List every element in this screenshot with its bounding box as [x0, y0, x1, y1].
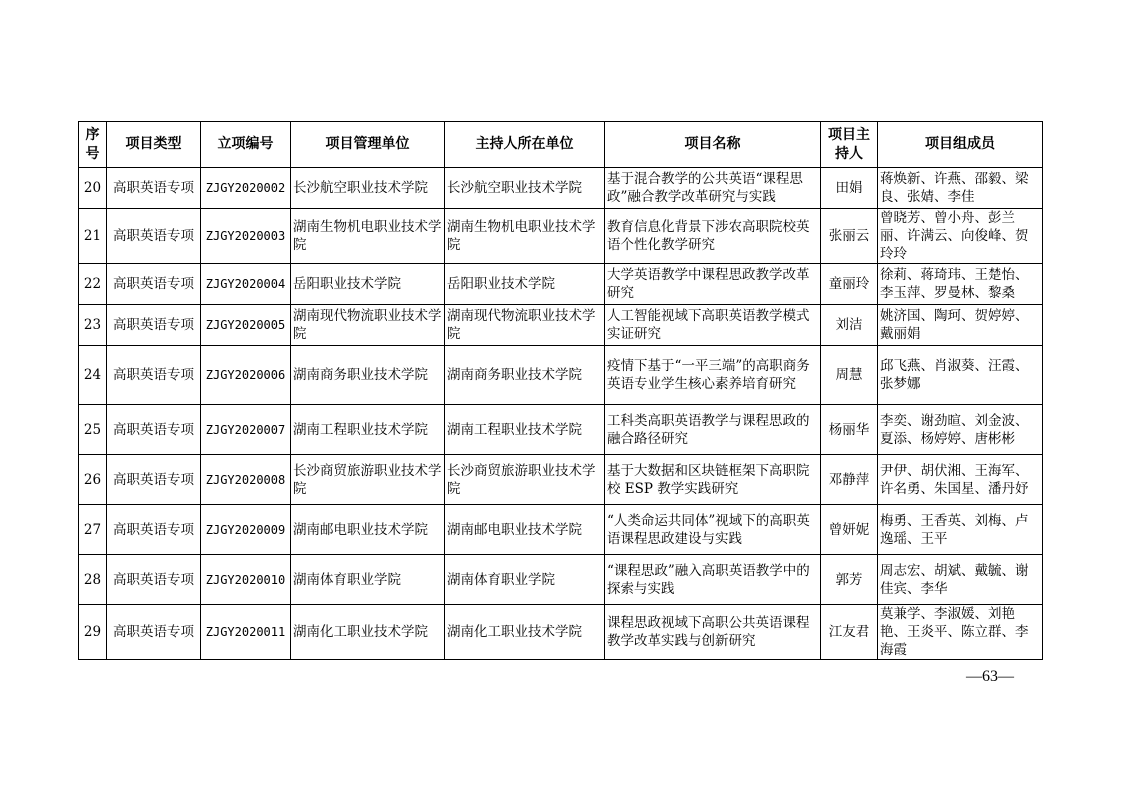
cell-mgmt: 湖南工程职业技术学院 — [291, 405, 445, 455]
cell-members: 邱飞燕、肖淑葵、汪霞、张梦娜 — [878, 346, 1043, 405]
cell-host-unit: 湖南化工职业技术学院 — [445, 605, 605, 660]
table-row — [79, 346, 1043, 405]
cell-mgmt: 湖南化工职业技术学院 — [291, 605, 445, 660]
cell-type: 高职英语专项 — [107, 305, 201, 346]
cell-type: 高职英语专项 — [107, 346, 201, 405]
cell-host-unit: 长沙航空职业技术学院 — [445, 168, 605, 209]
cell-host-unit: 湖南现代物流职业技术学院 — [445, 305, 605, 346]
table-row — [79, 209, 1043, 264]
cell-no: 24 — [79, 346, 107, 405]
cell-type: 高职英语专项 — [107, 168, 201, 209]
table-row — [79, 605, 1043, 660]
cell-name: 工科类高职英语教学与课程思政的融合路径研究 — [605, 405, 821, 455]
cell-mgmt: 湖南生物机电职业技术学院 — [291, 209, 445, 264]
cell-members: 徐莉、蒋琦玮、王楚怡、李玉萍、罗曼林、黎桑 — [878, 264, 1043, 305]
cell-members: 姚济国、陶珂、贺婷婷、戴丽娟 — [878, 305, 1043, 346]
cell-mgmt: 湖南体育职业学院 — [291, 555, 445, 605]
table-row — [79, 555, 1043, 605]
cell-no: 27 — [79, 505, 107, 555]
cell-type: 高职英语专项 — [107, 505, 201, 555]
table-row — [79, 305, 1043, 346]
cell-name: 基于大数据和区块链框架下高职院校 ESP 教学实践研究 — [605, 455, 821, 505]
cell-members: 梅勇、王香英、刘梅、卢逸瑶、王平 — [878, 505, 1043, 555]
cell-no: 26 — [79, 455, 107, 505]
cell-members: 李奕、谢劲暄、刘金波、夏添、杨婷婷、唐彬彬 — [878, 405, 1043, 455]
header-cell-mgmt: 项目管理单位 — [291, 122, 445, 168]
cell-code: ZJGY2020009 — [201, 505, 291, 555]
projects-table — [78, 121, 1043, 660]
header-cell-leader: 项目主持人 — [821, 122, 878, 168]
cell-name: 疫情下基于“一平三端”的高职商务英语专业学生核心素养培育研究 — [605, 346, 821, 405]
cell-code: ZJGY2020007 — [201, 405, 291, 455]
cell-leader: 刘洁 — [821, 305, 878, 346]
header-cell-name: 项目名称 — [605, 122, 821, 168]
cell-members: 尹伊、胡伏湘、王海军、许名勇、朱国星、潘丹妤 — [878, 455, 1043, 505]
cell-name: 教育信息化背景下涉农高职院校英语个性化教学研究 — [605, 209, 821, 264]
cell-host-unit: 湖南商务职业技术学院 — [445, 346, 605, 405]
cell-leader: 周慧 — [821, 346, 878, 405]
cell-code: ZJGY2020005 — [201, 305, 291, 346]
cell-mgmt: 湖南商务职业技术学院 — [291, 346, 445, 405]
header-cell-host-unit: 主持人所在单位 — [445, 122, 605, 168]
cell-leader: 杨丽华 — [821, 405, 878, 455]
cell-type: 高职英语专项 — [107, 405, 201, 455]
header-cell-no: 序号 — [79, 122, 107, 168]
cell-no: 25 — [79, 405, 107, 455]
cell-leader: 田娟 — [821, 168, 878, 209]
cell-code: ZJGY2020002 — [201, 168, 291, 209]
page-number: —63— — [966, 668, 1014, 685]
cell-name: “课程思政”融入高职英语教学中的探索与实践 — [605, 555, 821, 605]
table-row — [79, 264, 1043, 305]
cell-code: ZJGY2020004 — [201, 264, 291, 305]
cell-members: 莫兼学、李淑媛、刘艳艳、王炎平、陈立群、李海霞 — [878, 605, 1043, 660]
cell-host-unit: 岳阳职业技术学院 — [445, 264, 605, 305]
cell-name: “人类命运共同体”视域下的高职英语课程思政建设与实践 — [605, 505, 821, 555]
table-row — [79, 455, 1043, 505]
cell-name: 课程思政视域下高职公共英语课程教学改革实践与创新研究 — [605, 605, 821, 660]
cell-leader: 曾妍妮 — [821, 505, 878, 555]
cell-no: 22 — [79, 264, 107, 305]
cell-mgmt: 湖南邮电职业技术学院 — [291, 505, 445, 555]
cell-name: 人工智能视域下高职英语教学模式实证研究 — [605, 305, 821, 346]
cell-host-unit: 湖南工程职业技术学院 — [445, 405, 605, 455]
cell-leader: 江友君 — [821, 605, 878, 660]
cell-code: ZJGY2020010 — [201, 555, 291, 605]
cell-no: 23 — [79, 305, 107, 346]
cell-type: 高职英语专项 — [107, 605, 201, 660]
cell-no: 29 — [79, 605, 107, 660]
cell-mgmt: 长沙商贸旅游职业技术学院 — [291, 455, 445, 505]
table-row — [79, 505, 1043, 555]
cell-leader: 张丽云 — [821, 209, 878, 264]
cell-host-unit: 湖南邮电职业技术学院 — [445, 505, 605, 555]
cell-type: 高职英语专项 — [107, 209, 201, 264]
cell-code: ZJGY2020008 — [201, 455, 291, 505]
cell-host-unit: 湖南生物机电职业技术学院 — [445, 209, 605, 264]
cell-type: 高职英语专项 — [107, 264, 201, 305]
header-cell-code: 立项编号 — [201, 122, 291, 168]
cell-host-unit: 长沙商贸旅游职业技术学院 — [445, 455, 605, 505]
cell-mgmt: 岳阳职业技术学院 — [291, 264, 445, 305]
cell-name: 基于混合教学的公共英语“课程思政”融合教学改革研究与实践 — [605, 168, 821, 209]
cell-members: 周志宏、胡斌、戴毓、谢佳宾、李华 — [878, 555, 1043, 605]
cell-no: 28 — [79, 555, 107, 605]
cell-leader: 邓静萍 — [821, 455, 878, 505]
table-row — [79, 168, 1043, 209]
cell-leader: 郭芳 — [821, 555, 878, 605]
cell-mgmt: 湖南现代物流职业技术学院 — [291, 305, 445, 346]
cell-leader: 童丽玲 — [821, 264, 878, 305]
cell-code: ZJGY2020006 — [201, 346, 291, 405]
cell-type: 高职英语专项 — [107, 555, 201, 605]
table-header-row — [79, 122, 1043, 168]
cell-name: 大学英语教学中课程思政教学改革研究 — [605, 264, 821, 305]
cell-type: 高职英语专项 — [107, 455, 201, 505]
cell-members: 蒋焕新、许燕、邵毅、梁良、张婧、李佳 — [878, 168, 1043, 209]
cell-code: ZJGY2020011 — [201, 605, 291, 660]
cell-no: 20 — [79, 168, 107, 209]
cell-members: 曾晓芳、曾小舟、彭兰丽、许满云、向俊峰、贺玲玲 — [878, 209, 1043, 264]
header-cell-type: 项目类型 — [107, 122, 201, 168]
cell-no: 21 — [79, 209, 107, 264]
header-cell-members: 项目组成员 — [878, 122, 1043, 168]
cell-mgmt: 长沙航空职业技术学院 — [291, 168, 445, 209]
cell-host-unit: 湖南体育职业学院 — [445, 555, 605, 605]
cell-code: ZJGY2020003 — [201, 209, 291, 264]
table-row — [79, 405, 1043, 455]
